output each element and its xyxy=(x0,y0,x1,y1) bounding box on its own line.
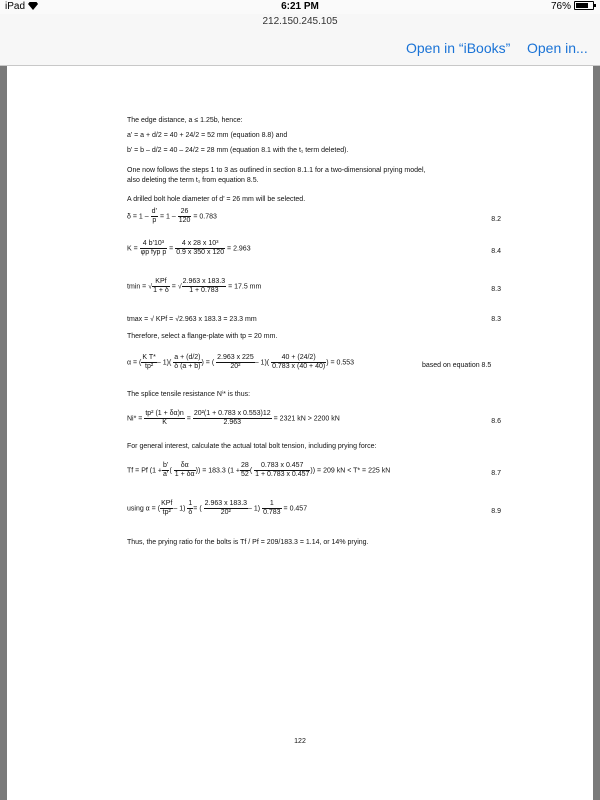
open-in-button[interactable]: Open in... xyxy=(527,40,588,56)
open-in-ibooks-button[interactable]: Open in “iBooks” xyxy=(406,40,511,56)
browser-toolbar xyxy=(0,14,600,66)
equation-delta: δ = 1 – $\frac{d’}{p}$ = 1 – $\frac{26}{120}$ = 0.783 xyxy=(127,208,217,224)
paragraph: The edge distance, a ≤ 1.25b, hence: xyxy=(127,117,243,124)
battery-percent: 76% xyxy=(550,1,571,12)
equation-tmax: tmax = √ KPf = √2.963 x 183.3 = 23.3 mm xyxy=(127,316,257,323)
paragraph: A drilled bolt hole diameter of d’ = 26 mm will be selected. xyxy=(127,196,306,203)
equation-tmin: tmin = √ $\frac{\text{KPf}}{1 + \delta}$ = √ $\frac{2.963 x 183.3}{1 + 0.783}$ = 17.5 mm xyxy=(127,278,262,294)
equation-number: 8.3 xyxy=(491,286,501,293)
equation-tf: Tf = Pf (1 + $\frac{b’}{a’}$ ( $\frac{\delta\alpha}{1 + \delta\alpha}$ )) = 183.3 (1 + $\frac{28}{52}$ ( $\frac{0.783 x 0.457}{1 + 0.783 x 0.457}$ )) = 209 kN < T* = 225 kN xyxy=(127,462,391,478)
paragraph: also deleting the term t₁ from equation 8.5. xyxy=(127,177,259,184)
page-number: 122 xyxy=(294,738,306,745)
equation-number: 8.6 xyxy=(491,418,501,425)
status-bar xyxy=(0,0,600,14)
pdf-page xyxy=(7,66,593,800)
equation-number: 8.3 xyxy=(491,316,501,323)
paragraph: For general interest, calculate the actual total bolt tension, including prying force: xyxy=(127,443,377,450)
equation-using-alpha: using α = ( $\frac{\text{KPf}}{\text{tp²}}$ – 1) $\frac{1}{\delta}$ = ( $\frac{2.963 x 183.3}{\text{20²}}$ – 1) $\frac{1}{0.783}$ = 0.457 xyxy=(127,500,308,516)
paragraph: Thus, the prying ratio for the bolts is Tf / Pf = 209/183.3 = 1.14, or 14% prying. xyxy=(127,539,369,546)
url-display[interactable]: 212.150.245.105 xyxy=(262,16,338,27)
equation-number: 8.4 xyxy=(491,248,501,255)
equation-note: based on equation 8.5 xyxy=(422,362,492,369)
equation-number: 8.2 xyxy=(491,216,501,223)
status-time: 6:21 PM xyxy=(281,1,319,12)
paragraph: One now follows the steps 1 to 3 as outlined in section 8.1.1 for a two-dimensional prying model, xyxy=(127,167,426,174)
equation-k: K = $\frac{\text{4 b’10³}}{\text{φp fyp p}}$ = $\frac{\text{4 x 28 x 10³}}{0.9 x 350 x 120}$ = 2.963 xyxy=(127,240,251,256)
battery-icon xyxy=(574,1,594,10)
paragraph: Therefore, select a flange-plate with tp = 20 mm. xyxy=(127,333,278,340)
paragraph: The splice tensile resistance Nⁱ* is thus: xyxy=(127,391,251,398)
paragraph: a’ = a + d/2 = 40 + 24/2 = 52 mm (equation 8.8) and xyxy=(127,132,288,139)
equation-ni: Ni* = $\frac{\text{tp² (1 + δα)n}}{K}$ = $\frac{\text{20²(1 + 0.783 x 0.553)12}}{2.963}$ = 2321 kN > 2200 kN xyxy=(127,410,340,426)
equation-alpha: α = ( $\frac{\text{K T*}}{\text{tp²}}$ – 1)( $\frac{a + (d/2)}{\delta (a + b)}$ ) = ( $\frac{2.963 x 225}{\text{20²}}$ – 1)( $\frac{40 + (24/2)}{0.783 x (40 + 40)}$ ) = 0.553 xyxy=(127,354,355,370)
equation-number: 8.9 xyxy=(491,508,501,515)
paragraph: b’ = b – d/2 = 40 – 24/2 = 28 mm (equation 8.1 with the t₁ term deleted). xyxy=(127,147,349,154)
status-right xyxy=(551,1,594,12)
equation-number: 8.7 xyxy=(491,470,501,477)
device-name: iPad xyxy=(5,1,26,12)
